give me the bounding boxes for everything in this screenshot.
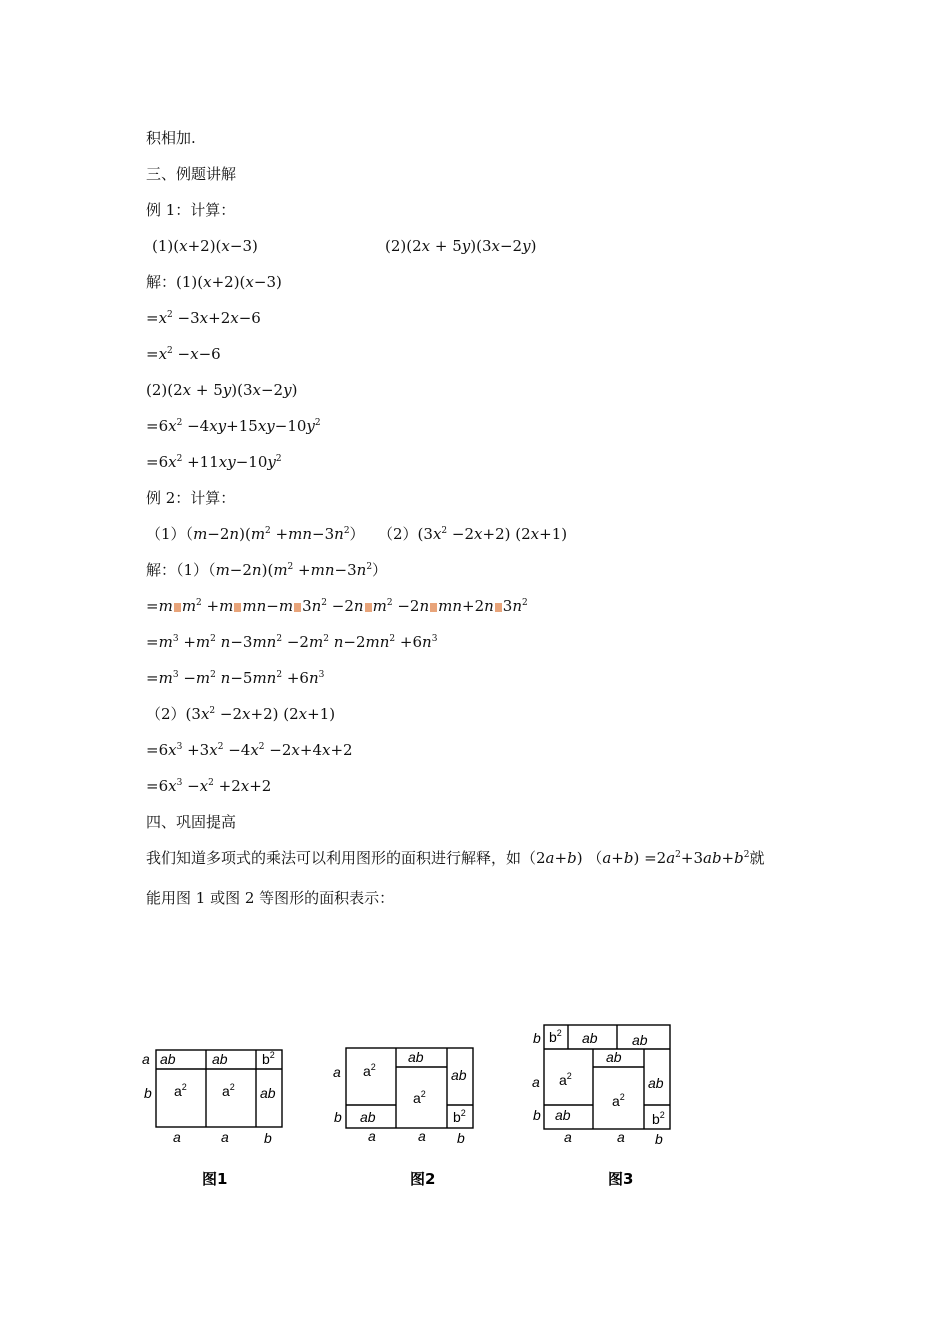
fig3-cell-a2-2: $a^2$ [612,1092,625,1109]
fig3-side-a: a [532,1074,540,1090]
example2-problem1: $(1)(m-2n)(m^2 +mn-3n^2)$ [146,525,365,543]
example1-problem1: (1)(x+2)(x−3) [152,237,258,255]
example1-step1: $=x^2 -3x+2x-6$ [146,309,261,327]
example1-title: 例 1：计算： [146,201,236,219]
example1-step2: $=x^2 -x-6$ [146,345,221,363]
example1-step4: $=6x^2 +11xy-10y^2$ [146,453,282,471]
figure3-caption: 图3 [608,1170,634,1188]
example1-solution1-label: 解：(1)(x+2)(x−3) [146,273,282,291]
fig1-side-a: a [142,1051,150,1067]
fig3-cell-ab-bottom: ab [555,1107,571,1123]
example2-step1: =m $m^2 +m$ mn−m $3n^2 -2n$ $m^2 -2n$ mn+2n $3n^2$ [146,597,528,615]
fig3-cell-b2-top: $b^2$ [549,1028,562,1045]
example2-title: 例 2：计算： [146,489,236,507]
section-heading-examples: 三、例题讲解 [146,165,237,183]
fig2-bottom-b: b [457,1130,465,1146]
figure2-caption: 图2 [410,1170,436,1188]
example2-step2: $=m^3 +m^2$ $n-3mn^2 -2m^2$ $n-2mn^2 +6n^3$ [146,633,438,651]
example1-problem2: (2)(2x + 5y)(3x−2y) [385,237,537,255]
example1-solution2-label: (2)(2x + 5y)(3x−2y) [146,381,298,399]
fig3-cell-a2-1: $a^2$ [559,1071,572,1088]
fig3-side-b-top: b [533,1030,541,1046]
fig3-side-b-bottom: b [533,1107,541,1123]
example2-problem2: $(2)(3x^2 -2x+2)$ (2x+1) [378,525,568,543]
figure1-caption: 图1 [202,1170,228,1188]
fig1-cell-b2: $b^2$ [262,1050,275,1067]
fig1-bottom-b: b [264,1130,272,1146]
fig1-cell-ab-1: ab [160,1051,176,1067]
fig3-cell-ab-top-1: ab [582,1030,598,1046]
fig2-cell-ab-right: ab [451,1067,467,1083]
fig3-bottom-b: b [655,1131,663,1147]
fig2-bottom-a-2: a [418,1128,426,1144]
fig2-bottom-a-1: a [368,1128,376,1144]
example2-solution1-label: 解：$(1)(m-2n)(m^2 +mn-3n^2)$ [146,561,388,579]
fig3-cell-ab-mid: ab [606,1049,622,1065]
fig3-cell-b2-bottom: $b^2$ [652,1110,665,1127]
fig3-bottom-a-2: a [617,1129,625,1145]
fig1-cell-ab-3: ab [260,1085,276,1101]
fig2-cell-ab-bottom: ab [360,1109,376,1125]
section-heading-consolidate: 四、巩固提高 [146,813,237,831]
fig2-cell-b2: $b^2$ [453,1108,466,1125]
example2-solution2-label: $(2)(3x^2 -2x+2)$ (2x+1) [146,705,336,723]
fig1-cell-ab-2: ab [212,1051,228,1067]
paragraph-area-explanation-cont: 能用图 1 或图 2 等图形的面积表示： [146,889,395,907]
fig1-bottom-a-2: a [221,1129,229,1145]
example2-step4: $=6x^3 +3x^2 -4x^2 -2x+4x+2$ [146,741,353,759]
intro-tail: 积相加. [146,129,196,147]
fig1-cell-a2-2: $a^2$ [222,1082,235,1099]
fig3-cell-ab-right: ab [648,1075,664,1091]
fig2-side-b: b [334,1109,342,1125]
fig1-side-b: b [144,1085,152,1101]
fig2-cell-a2-1: $a^2$ [363,1062,376,1079]
fig2-cell-ab-top: ab [408,1049,424,1065]
example2-step5: $=6x^3 -x^2 +2x+2$ [146,777,272,795]
fig3-bottom-a-1: a [564,1129,572,1145]
fig2-side-a: a [333,1064,341,1080]
example2-step3: $=m^3 -m^2$ $n-5mn^2 +6n^3$ [146,669,325,687]
fig3-cell-ab-top-2: ab [632,1032,648,1048]
fig1-bottom-a-1: a [173,1129,181,1145]
paragraph-area-explanation: 我们知道多项式的乘法可以利用图形的面积进行解释，如（2a+b) $(a+b) =2a^2+3ab+b^2$就 [146,849,765,867]
fig1-cell-a2-1: $a^2$ [174,1082,187,1099]
example1-step3: $=6x^2 -4xy+15xy-10y^2$ [146,417,321,435]
fig2-cell-a2-2: $a^2$ [413,1089,426,1106]
